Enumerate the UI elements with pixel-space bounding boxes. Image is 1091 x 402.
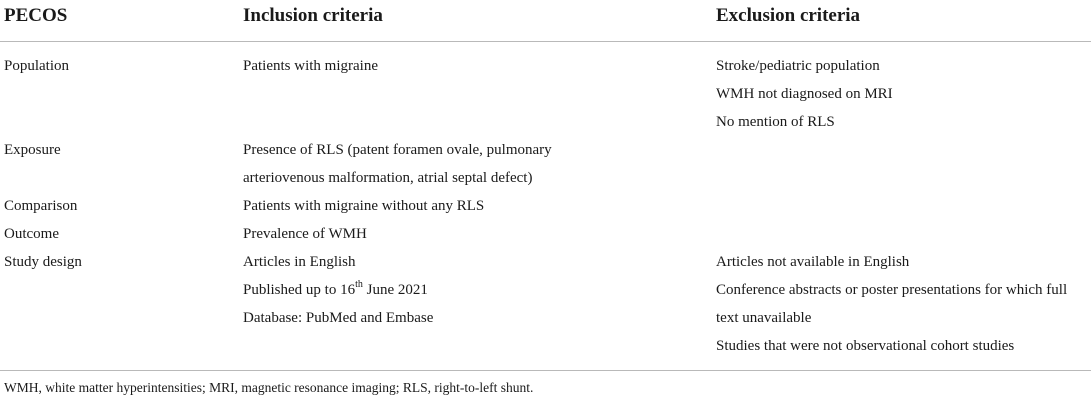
inclusion-cell <box>241 42 716 137</box>
exclusion-item: Conference abstracts or poster presentations for which full <box>716 282 1068 298</box>
table-bottom-rule <box>0 370 1091 371</box>
table-footnote: WMH, white matter hyperintensities; MRI, magnetic resonance imaging; RLS, right-to-left shunt. <box>4 380 534 395</box>
inclusion-cell <box>241 220 716 248</box>
exclusion-cell <box>716 42 1091 137</box>
table-row-population <box>0 42 1091 137</box>
row-label: Study design <box>4 254 82 270</box>
exclusion-item: Articles not available in English <box>716 254 910 270</box>
inclusion-cell <box>241 192 716 220</box>
row-label: Population <box>4 58 70 74</box>
exclusion-item: Stroke/pediatric population <box>716 58 880 74</box>
row-label: Exposure <box>4 142 61 158</box>
header-inclusion: Inclusion criteria <box>243 5 383 26</box>
table-body <box>0 42 1091 363</box>
inclusion-item: Database: PubMed and Embase <box>243 310 434 326</box>
inclusion-item: Presence of RLS (patent foramen ovale, pulmonary <box>243 142 552 158</box>
exclusion-cell <box>716 248 1091 362</box>
row-label: Comparison <box>4 198 78 214</box>
exclusion-item: No mention of RLS <box>716 114 835 130</box>
table-row-study-design <box>0 248 1091 362</box>
published-text: Published up to 16 <box>243 282 356 298</box>
table-row-outcome <box>0 220 1091 248</box>
inclusion-item: Articles in English <box>243 254 356 270</box>
table-row-exposure <box>0 136 1091 192</box>
table-row-comparison <box>0 192 1091 220</box>
inclusion-item: arteriovenous malformation, atrial septal defect) <box>243 170 533 186</box>
exclusion-item: WMH not diagnosed on MRI <box>716 86 893 102</box>
inclusion-item-published <box>243 276 716 304</box>
published-date: June 2021 <box>362 282 428 298</box>
inclusion-cell <box>241 248 716 362</box>
exclusion-cell <box>716 220 1091 248</box>
inclusion-cell <box>241 136 716 192</box>
header-pecos: PECOS <box>4 5 68 26</box>
row-label: Outcome <box>4 226 59 242</box>
inclusion-item: Patients with migraine <box>243 58 378 74</box>
table-header <box>0 0 1091 42</box>
exclusion-cell <box>716 136 1091 192</box>
header-row <box>0 0 1091 42</box>
inclusion-item: Prevalence of WMH <box>243 226 367 242</box>
inclusion-item: Patients with migraine without any RLS <box>243 198 485 214</box>
header-exclusion: Exclusion criteria <box>716 5 861 26</box>
exclusion-cell <box>716 192 1091 220</box>
ordinal-suffix: th <box>355 279 363 290</box>
exclusion-item: text unavailable <box>716 310 812 326</box>
exclusion-item: Studies that were not observational cohort studies <box>716 338 1015 354</box>
